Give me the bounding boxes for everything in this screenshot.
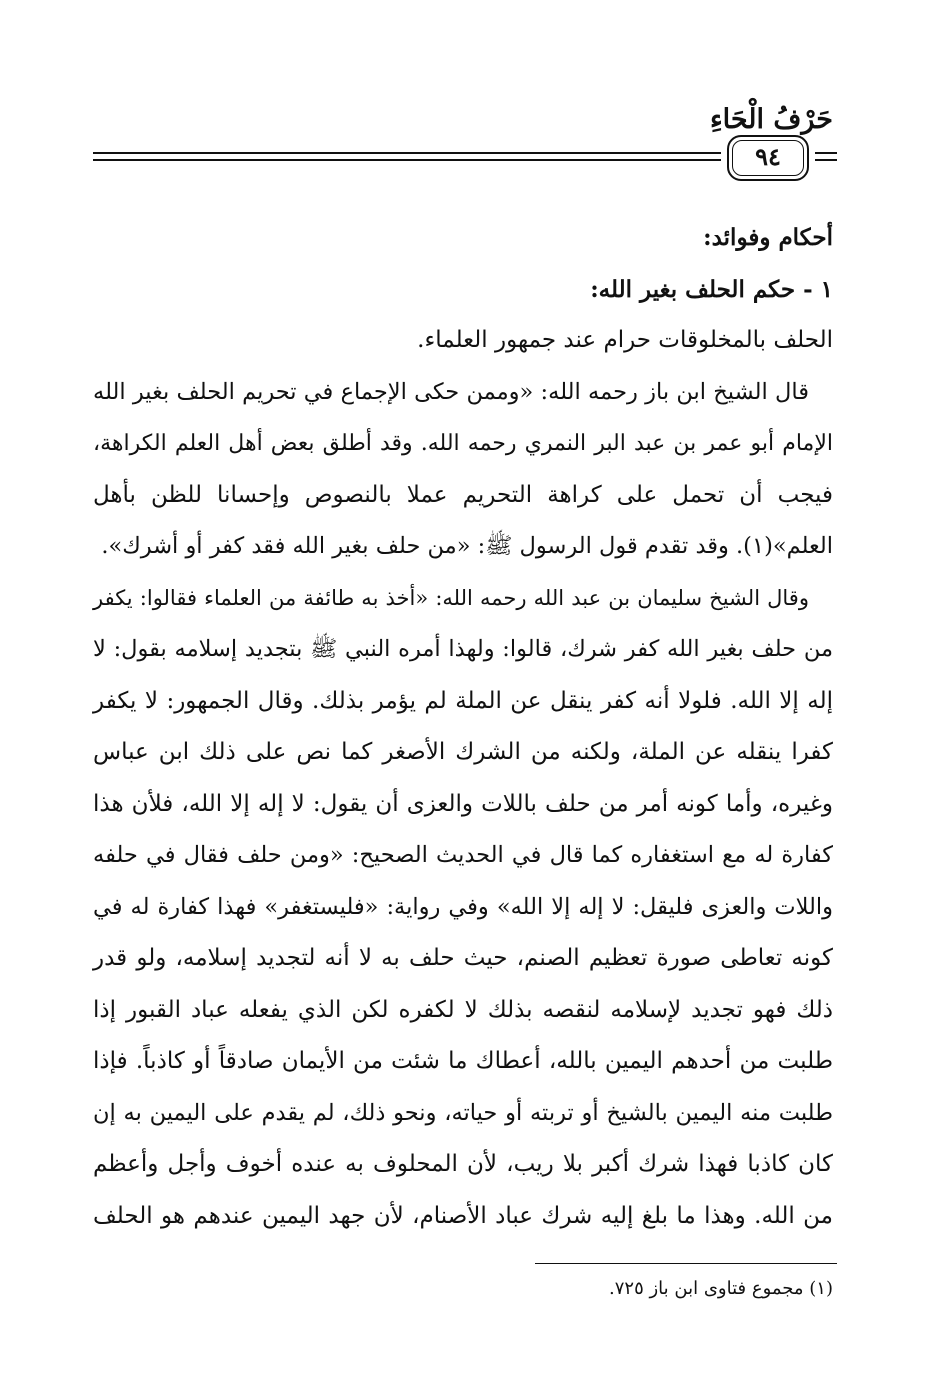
- text-line: كفرا ينقله عن الملة، ولكنه من الشرك الأصغر كما نص على ذلك ابن عباس: [93, 739, 833, 765]
- chapter-title: حَرْفُ الْحَاءِ: [709, 104, 833, 135]
- footnote-separator: [535, 1263, 837, 1264]
- text-line: طلبت منه اليمين بالشيخ أو تربته أو حياته، ونحو ذلك، لم يقدم على اليمين به إن: [93, 1099, 833, 1126]
- section-heading: أحكام وفوائد:: [703, 224, 833, 251]
- text-line: من الله. وهذا ما بلغ إليه شرك عباد الأصنام، لأن جهد اليمين عندهم هو الحلف: [93, 1202, 833, 1229]
- text-line: من حلف بغير الله كفر شرك، قالوا: ولهذا أمره النبي ﷺ بتجديد إسلامه بقول: لا: [93, 636, 833, 662]
- header-rule: [93, 152, 721, 154]
- header-rule: [93, 159, 721, 161]
- text-line: العلم»(١). وقد تقدم قول الرسول ﷺ: «من حلف بغير الله فقد كفر أو أشرك».: [101, 533, 833, 559]
- page-number: ٩٤: [755, 142, 781, 171]
- page-number-frame: [727, 135, 809, 181]
- text-line: كان كاذبا فهذا شرك أكبر بلا ريب، لأن المحلوف به عنده أخوف وأجل وأعظم: [93, 1151, 833, 1177]
- text-line: فيجب أن تحمل على كراهة التحريم عملا بالنصوص وإحسانا للظن بأهل: [93, 481, 833, 508]
- text-line: الإمام أبو عمر بن عبد البر النمري رحمه الله. وقد أطلق بعض أهل العلم الكراهة،: [93, 431, 833, 456]
- text-line: كفارة له مع استغفاره كما قال في الحديث الصحيح: «ومن حلف فقال في حلفه: [93, 842, 833, 868]
- text-line: وقال الشيخ سليمان بن عبد الله رحمه الله: «أخذ به طائفة من العلماء فقالوا: يكفر: [93, 585, 809, 610]
- text-line: قال الشيخ ابن باز رحمه الله: «وممن حكى الإجماع في تحريم الحلف بغير الله: [93, 378, 809, 405]
- header-rule-short: [815, 159, 837, 161]
- text-line: واللات والعزى فليقل: لا إله إلا الله» وفي رواية: «فليستغفر» فهذا كفارة له في: [93, 893, 833, 920]
- text-line: الحلف بالمخلوقات حرام عند جمهور العلماء.: [417, 327, 833, 353]
- subsection-heading: ١ - حكم الحلف بغير الله:: [590, 275, 833, 303]
- text-line: وغيره، وأما كونه أمر من حلف باللات والعزى أن يقول: لا إله إلا الله، فلأن هذا: [93, 790, 833, 817]
- text-line: طلبت من أحدهم اليمين بالله، أعطاك ما شئت من الأيمان صادقاً أو كاذباً. فإذا: [93, 1048, 833, 1074]
- body-text: [93, 212, 833, 1242]
- text-line: إله إلا الله. فلولا أنه كفر ينقل عن الملة لم يؤمر بذلك. وقال الجمهور: لا يكفر: [93, 687, 833, 714]
- footnote: (١) مجموع فتاوى ابن باز ٧٢٥.: [609, 1278, 833, 1299]
- header-rule-short: [815, 152, 837, 154]
- text-line: كونه تعاطى صورة تعظيم الصنم، حيث حلف به لا أنه لتجديد إسلامه، ولو قدر: [93, 945, 833, 971]
- text-line: ذلك فهو تجديد لإسلامه لنقصه بذلك لا لكفره لكن الذي يفعله عباد القبور إذا: [93, 996, 833, 1023]
